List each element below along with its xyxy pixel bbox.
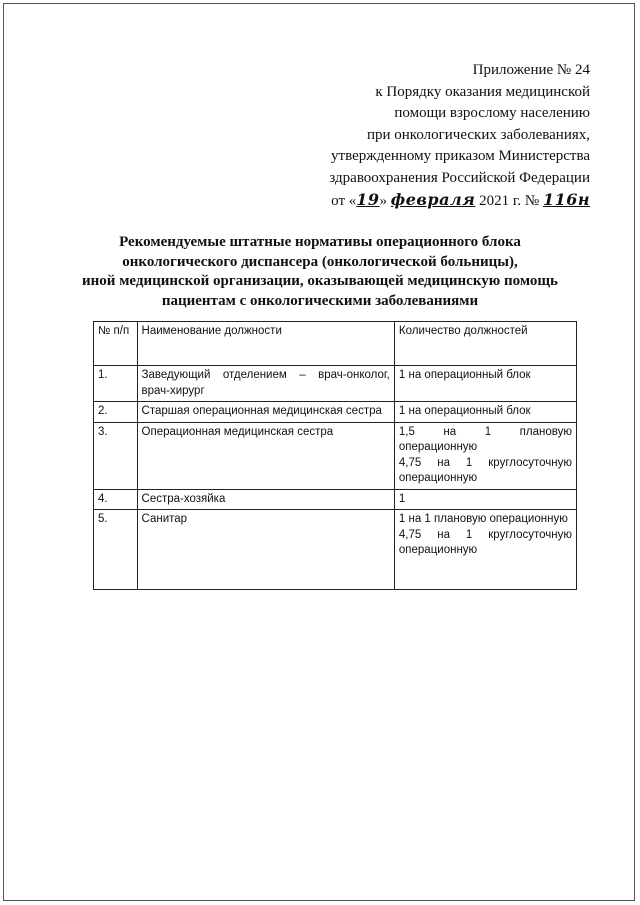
staffing-table bbox=[93, 321, 577, 590]
order-number: 116н bbox=[542, 190, 590, 209]
appendix-header bbox=[300, 60, 590, 213]
appendix-line: Приложение № 24 bbox=[472, 62, 590, 78]
title-line: онкологического диспансера (онкологической больницы), bbox=[122, 253, 518, 270]
header-num: № п/п bbox=[94, 322, 138, 366]
row-quantity bbox=[394, 366, 576, 402]
row-position: Заведующий отделением – врач-онколог, врач-хирург bbox=[137, 366, 394, 402]
date-prefix: от « bbox=[331, 193, 357, 209]
header-position: Наименование должности bbox=[137, 322, 394, 366]
row-num: 5. bbox=[94, 510, 138, 590]
row-position: Сестра-хозяйка bbox=[137, 489, 394, 510]
row-quantity bbox=[394, 422, 576, 489]
row-num: 2. bbox=[94, 402, 138, 423]
date-mid: » bbox=[379, 193, 391, 209]
quantity-line: 1,5 на 1 плановую операционную bbox=[398, 425, 572, 453]
order-date-line bbox=[300, 189, 590, 213]
row-position: Операционная медицинская сестра bbox=[137, 422, 394, 489]
title-line: пациентам с онкологическими заболеваниями bbox=[161, 292, 479, 309]
appendix-line: к Порядку оказания медицинской bbox=[375, 83, 590, 100]
appendix-line: здравоохранения Российской Федерации bbox=[329, 169, 590, 186]
table-row bbox=[94, 366, 577, 402]
table-row bbox=[94, 489, 577, 510]
row-quantity bbox=[394, 489, 576, 510]
appendix-line: при онкологических заболеваниях, bbox=[366, 126, 590, 143]
table-header-row bbox=[94, 322, 577, 366]
row-num: 3. bbox=[94, 422, 138, 489]
row-num: 4. bbox=[94, 489, 138, 510]
quantity-line: 1 на операционный блок bbox=[398, 405, 531, 417]
date-day: 19 bbox=[356, 190, 380, 209]
row-position: Старшая операционная медицинская сестра bbox=[137, 402, 394, 423]
title-line: Рекомендуемые штатные нормативы операционного блока bbox=[119, 234, 521, 250]
date-month: февраля bbox=[390, 190, 476, 209]
document-title bbox=[70, 233, 570, 311]
row-position: Санитар bbox=[137, 510, 394, 590]
quantity-line: 4,75 на 1 круглосуточную операционную bbox=[398, 456, 572, 484]
table-row bbox=[94, 422, 577, 489]
table-row bbox=[94, 510, 577, 590]
title-line: иной медицинской организации, оказывающей медицинскую помощь bbox=[82, 273, 558, 289]
row-quantity bbox=[394, 510, 576, 590]
appendix-line: утвержденному приказом Министерства bbox=[331, 148, 590, 164]
date-year: 2021 г. № bbox=[475, 193, 543, 209]
quantity-line: 1 на операционный блок bbox=[398, 369, 531, 381]
quantity-line: 1 на 1 плановую операционную bbox=[398, 513, 568, 525]
appendix-line: помощи взрослому населению bbox=[394, 105, 590, 121]
quantity-line: 1 bbox=[398, 492, 406, 505]
row-quantity bbox=[394, 402, 576, 423]
table-row bbox=[94, 402, 577, 423]
quantity-line: 4,75 на 1 круглосуточную операционную bbox=[398, 528, 572, 556]
header-quantity: Количество должностей bbox=[394, 322, 576, 366]
row-num: 1. bbox=[94, 366, 138, 402]
